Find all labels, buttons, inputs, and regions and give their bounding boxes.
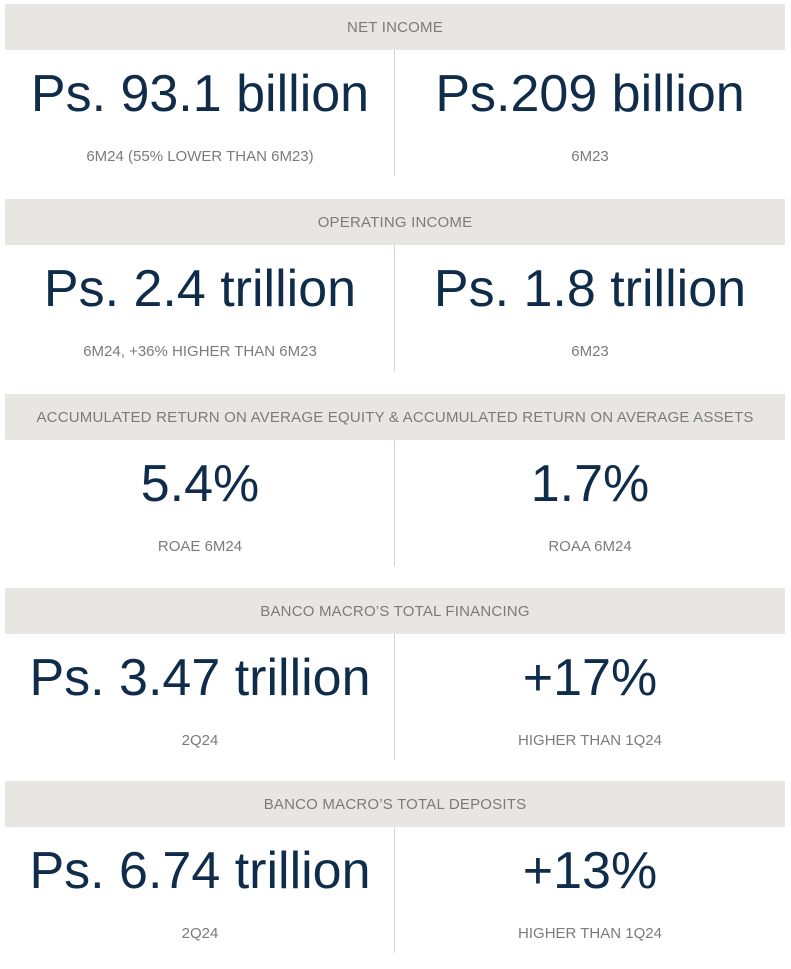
metric-value: Ps. 6.74 trillion bbox=[29, 842, 371, 900]
section-header: BANCO MACRO’S TOTAL FINANCING bbox=[5, 588, 785, 634]
metric-left bbox=[5, 634, 395, 760]
metric-value: 1.7% bbox=[530, 455, 650, 513]
metric-row bbox=[5, 440, 785, 566]
metric-value: 5.4% bbox=[140, 455, 260, 513]
metric-left bbox=[5, 440, 395, 566]
metric-row bbox=[5, 50, 785, 176]
metric-caption: 2Q24 bbox=[181, 732, 219, 749]
metric-caption: 6M23 bbox=[571, 343, 609, 360]
metric-caption: 6M24 (55% LOWER THAN 6M23) bbox=[86, 148, 314, 165]
metric-caption: 6M24, +36% HIGHER THAN 6M23 bbox=[83, 343, 317, 360]
net-income-section bbox=[5, 4, 785, 176]
metric-caption: HIGHER THAN 1Q24 bbox=[518, 732, 662, 749]
section-header: ACCUMULATED RETURN ON AVERAGE EQUITY & ACCUMULATED RETURN ON AVERAGE ASSETS bbox=[5, 394, 785, 440]
metric-value: Ps. 93.1 billion bbox=[30, 65, 370, 123]
metric-right bbox=[395, 634, 785, 760]
metric-value: Ps. 1.8 trillion bbox=[433, 260, 747, 318]
metric-left bbox=[5, 827, 395, 953]
metric-caption: HIGHER THAN 1Q24 bbox=[518, 925, 662, 942]
total-deposits-section bbox=[5, 781, 785, 953]
metric-value: +13% bbox=[522, 842, 658, 900]
section-header: NET INCOME bbox=[5, 4, 785, 50]
metric-caption: 2Q24 bbox=[181, 925, 219, 942]
total-financing-section bbox=[5, 588, 785, 760]
metric-row bbox=[5, 634, 785, 760]
metric-right bbox=[395, 245, 785, 371]
metric-row bbox=[5, 245, 785, 371]
metric-value: Ps. 2.4 trillion bbox=[43, 260, 357, 318]
section-header: BANCO MACRO’S TOTAL DEPOSITS bbox=[5, 781, 785, 827]
metric-caption: ROAA 6M24 bbox=[548, 538, 632, 555]
metric-value: Ps. 3.47 trillion bbox=[29, 649, 371, 707]
operating-income-section bbox=[5, 199, 785, 371]
metric-left bbox=[5, 245, 395, 371]
metric-row bbox=[5, 827, 785, 953]
section-header: OPERATING INCOME bbox=[5, 199, 785, 245]
metric-caption: ROAE 6M24 bbox=[157, 538, 243, 555]
metric-value: +17% bbox=[522, 649, 658, 707]
metric-right bbox=[395, 50, 785, 176]
returns-section bbox=[5, 394, 785, 566]
metric-value: Ps.209 billion bbox=[435, 65, 745, 123]
metric-right bbox=[395, 440, 785, 566]
metric-right bbox=[395, 827, 785, 953]
metric-caption: 6M23 bbox=[571, 148, 609, 165]
metric-left bbox=[5, 50, 395, 176]
